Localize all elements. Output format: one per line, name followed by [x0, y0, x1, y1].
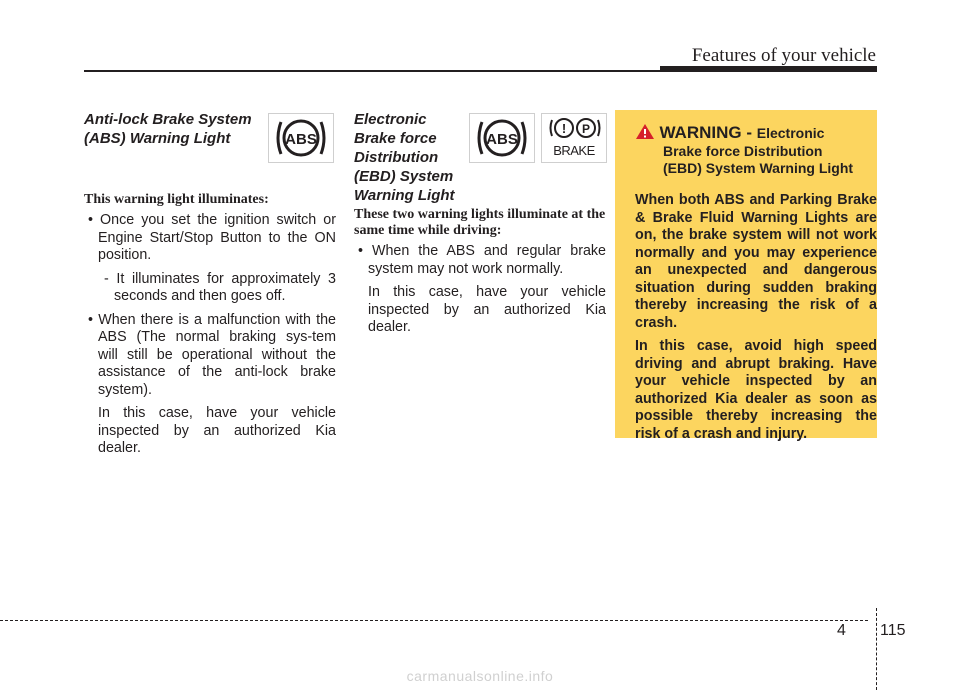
ebd-intro: These two warning lights illuminate at the same time while driving:: [354, 207, 606, 238]
abs-bullet-2-para: In this case, have your vehicle inspected by an authorized Kia dealer.: [98, 405, 336, 456]
abs-title-line1: Anti-lock Brake System: [84, 111, 252, 128]
svg-text:ABS: ABS: [486, 131, 518, 148]
warning-title-inline: Electronic: [756, 125, 825, 141]
ebd-bullet-1: • When the ABS and regular brake system may not work normally.: [358, 243, 606, 277]
abs-bullet-2: • When there is a malfunction with the ABS (The normal braking sys-tem will still be operational without the assistance of the anti-lock brake system).: [88, 311, 336, 398]
chapter-number: 4: [837, 622, 846, 639]
page-number: 115: [880, 622, 906, 639]
ebd-title-line5: Warning Light: [354, 187, 455, 204]
warning-title-line2: Brake force Distribution: [663, 143, 823, 159]
abs-warning-icon: [268, 113, 334, 163]
svg-text:ABS: ABS: [285, 131, 317, 148]
abs-bullet-1: • Once you set the ignition switch or Engine Start/Stop Button to the ON position.: [88, 212, 336, 263]
abs-bullet-1-sub: - It illuminates for approximately 3 seconds and then goes off.: [104, 270, 336, 304]
page-header-title: Features of your vehicle: [691, 45, 876, 66]
abs-title-line2: (ABS) Warning Light: [84, 130, 231, 147]
ebd-title-line2: Brake force: [354, 130, 437, 147]
warning-para-1: When both ABS and Parking Brake & Brake Fluid Warning Lights are on, the brake system will not work normally and you may experience an unexpected and dangerous situation during sudden braking thereby increasing the risk of a crash.: [635, 192, 877, 331]
ebd-title-line3: Distribution: [354, 149, 439, 166]
svg-text:P: P: [581, 122, 591, 136]
svg-text:!: !: [561, 121, 567, 136]
warning-para-2: In this case, avoid high speed driving and abrupt braking. Have your vehicle inspected by an authorized Kia dealer as soon as possible thereby increasing the risk of a crash and injury.: [635, 338, 877, 442]
svg-text:BRAKE: BRAKE: [553, 143, 595, 158]
warning-box: [615, 110, 877, 442]
warning-triangle-icon: [635, 125, 659, 142]
ebd-title-line4: (EBD) System: [354, 168, 454, 185]
watermark: carmanualsonline.info: [406, 668, 554, 684]
warning-heading: [635, 123, 875, 177]
ebd-bullet-1-para: In this case, have your vehicle inspected by an authorized Kia dealer.: [368, 284, 606, 335]
warning-body: [635, 192, 877, 449]
abs-intro: This warning light illuminates:: [84, 192, 269, 207]
warning-label: WARNING -: [659, 123, 757, 142]
header-rule: [84, 70, 704, 72]
brake-warning-icon: [541, 113, 607, 163]
header-rule-accent: [660, 66, 877, 72]
warning-title-line3: (EBD) System Warning Light: [663, 160, 854, 176]
ebd-title-line1: Electronic: [354, 111, 427, 128]
footer-rule: [0, 620, 868, 621]
ebd-abs-icon: [469, 113, 535, 163]
